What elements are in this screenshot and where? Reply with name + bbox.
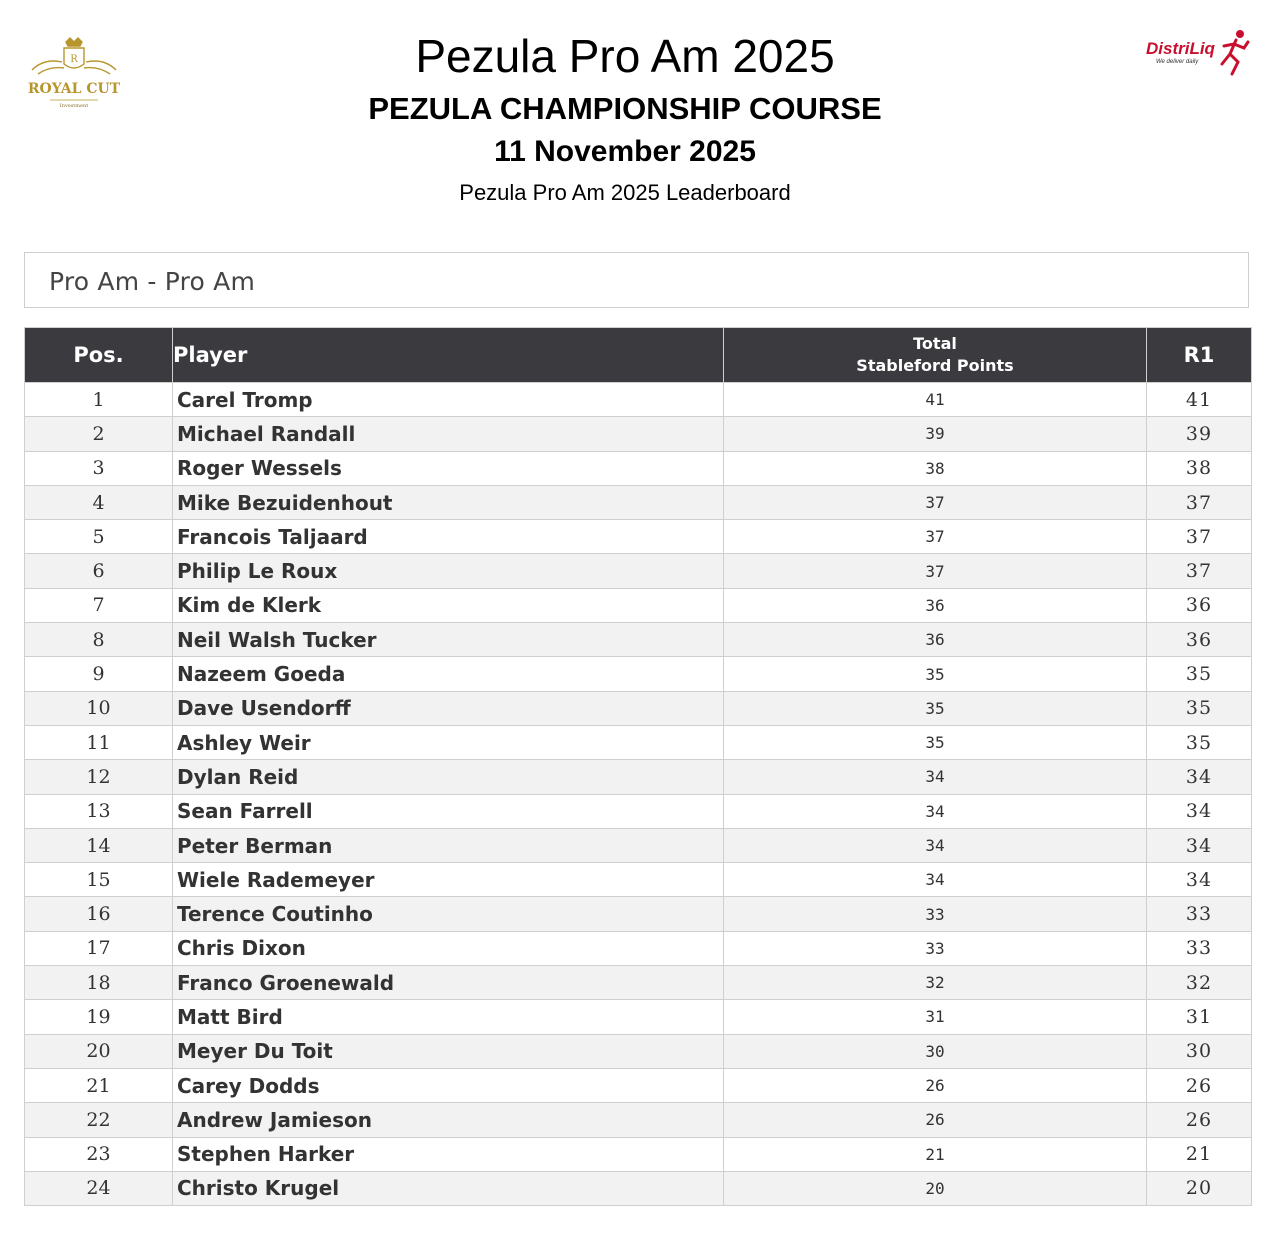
- table-row[interactable]: [25, 863, 1252, 897]
- cell-player[interactable]: Peter Berman: [173, 828, 724, 862]
- cell-player[interactable]: Philip Le Roux: [173, 554, 724, 588]
- cell-r1: 32: [1147, 966, 1252, 1000]
- header-total-line1: Total: [913, 334, 957, 353]
- cell-pos: 18: [25, 966, 173, 1000]
- svg-text:We deliver daily: We deliver daily: [1156, 59, 1199, 65]
- cell-total: 35: [724, 691, 1147, 725]
- cell-r1: 37: [1147, 485, 1252, 519]
- cell-pos: 7: [25, 588, 173, 622]
- table-row[interactable]: [25, 451, 1252, 485]
- table-row[interactable]: [25, 1103, 1252, 1137]
- table-row[interactable]: [25, 760, 1252, 794]
- division-heading: [24, 252, 1249, 308]
- cell-total: 21: [724, 1137, 1147, 1171]
- cell-r1: 34: [1147, 760, 1252, 794]
- cell-total: 35: [724, 725, 1147, 759]
- cell-pos: 23: [25, 1137, 173, 1171]
- svg-text:ROYAL CUT: ROYAL CUT: [27, 81, 121, 97]
- cell-r1: 41: [1147, 383, 1252, 417]
- cell-total: 20: [724, 1171, 1147, 1205]
- cell-pos: 14: [25, 828, 173, 862]
- cell-player[interactable]: Andrew Jamieson: [173, 1103, 724, 1137]
- cell-total: 26: [724, 1068, 1147, 1102]
- cell-player[interactable]: Franco Groenewald: [173, 966, 724, 1000]
- cell-r1: 33: [1147, 897, 1252, 931]
- table-row[interactable]: [25, 520, 1252, 554]
- leaderboard-name: Pezula Pro Am 2025 Leaderboard: [459, 180, 791, 205]
- cell-pos: 12: [25, 760, 173, 794]
- cell-r1: 34: [1147, 863, 1252, 897]
- table-row[interactable]: [25, 588, 1252, 622]
- cell-total: 34: [724, 794, 1147, 828]
- cell-player[interactable]: Michael Randall: [173, 417, 724, 451]
- cell-player[interactable]: Nazeem Goeda: [173, 657, 724, 691]
- cell-player[interactable]: Sean Farrell: [173, 794, 724, 828]
- table-row[interactable]: [25, 1171, 1252, 1205]
- cell-total: 35: [724, 657, 1147, 691]
- cell-r1: 20: [1147, 1171, 1252, 1205]
- table-row[interactable]: [25, 897, 1252, 931]
- cell-player[interactable]: Carel Tromp: [173, 383, 724, 417]
- cell-r1: 34: [1147, 794, 1252, 828]
- table-row[interactable]: [25, 383, 1252, 417]
- division-label: Pro Am - Pro Am: [49, 267, 256, 296]
- cell-total: 32: [724, 966, 1147, 1000]
- cell-pos: 6: [25, 554, 173, 588]
- event-date: 11 November 2025: [494, 135, 756, 168]
- cell-pos: 1: [25, 383, 173, 417]
- svg-text:Investment: Investment: [59, 103, 89, 109]
- cell-total: 33: [724, 931, 1147, 965]
- cell-pos: 21: [25, 1068, 173, 1102]
- cell-r1: 37: [1147, 520, 1252, 554]
- cell-total: 36: [724, 588, 1147, 622]
- cell-pos: 19: [25, 1000, 173, 1034]
- table-row[interactable]: [25, 1000, 1252, 1034]
- cell-total: 34: [724, 863, 1147, 897]
- cell-pos: 24: [25, 1171, 173, 1205]
- cell-total: 37: [724, 485, 1147, 519]
- cell-player[interactable]: Matt Bird: [173, 1000, 724, 1034]
- header-pos[interactable]: Pos.: [25, 328, 173, 383]
- cell-player[interactable]: Roger Wessels: [173, 451, 724, 485]
- cell-player[interactable]: Ashley Weir: [173, 725, 724, 759]
- cell-pos: 20: [25, 1034, 173, 1068]
- cell-total: 31: [724, 1000, 1147, 1034]
- cell-player[interactable]: Carey Dodds: [173, 1068, 724, 1102]
- cell-r1: 35: [1147, 657, 1252, 691]
- cell-pos: 8: [25, 623, 173, 657]
- cell-total: 34: [724, 828, 1147, 862]
- cell-pos: 16: [25, 897, 173, 931]
- cell-total: 38: [724, 451, 1147, 485]
- cell-player[interactable]: Chris Dixon: [173, 931, 724, 965]
- cell-r1: 36: [1147, 588, 1252, 622]
- page-title: Pezula Pro Am 2025: [415, 30, 835, 82]
- cell-total: 36: [724, 623, 1147, 657]
- cell-r1: 38: [1147, 451, 1252, 485]
- cell-r1: 37: [1147, 554, 1252, 588]
- cell-r1: 26: [1147, 1103, 1252, 1137]
- cell-total: 39: [724, 417, 1147, 451]
- cell-pos: 5: [25, 520, 173, 554]
- cell-total: 37: [724, 554, 1147, 588]
- cell-player[interactable]: Stephen Harker: [173, 1137, 724, 1171]
- cell-r1: 30: [1147, 1034, 1252, 1068]
- table-row[interactable]: [25, 794, 1252, 828]
- table-row[interactable]: [25, 417, 1252, 451]
- cell-player[interactable]: Dylan Reid: [173, 760, 724, 794]
- cell-player[interactable]: Dave Usendorff: [173, 691, 724, 725]
- table-body: [25, 383, 1252, 1206]
- cell-r1: 33: [1147, 931, 1252, 965]
- table-row[interactable]: [25, 725, 1252, 759]
- cell-player[interactable]: Mike Bezuidenhout: [173, 485, 724, 519]
- svg-text:DistriLiq: DistriLiq: [1146, 39, 1215, 58]
- table-row[interactable]: [25, 931, 1252, 965]
- cell-total: 26: [724, 1103, 1147, 1137]
- cell-pos: 22: [25, 1103, 173, 1137]
- table-row[interactable]: [25, 828, 1252, 862]
- cell-total: 30: [724, 1034, 1147, 1068]
- table-row[interactable]: [25, 1137, 1252, 1171]
- table-header-row: [25, 328, 1252, 383]
- cell-r1: 35: [1147, 725, 1252, 759]
- cell-r1: 34: [1147, 828, 1252, 862]
- cell-r1: 39: [1147, 417, 1252, 451]
- cell-pos: 11: [25, 725, 173, 759]
- header-total-line2: Stableford Points: [856, 356, 1014, 375]
- course-name: PEZULA CHAMPIONSHIP COURSE: [368, 91, 882, 126]
- cell-r1: 36: [1147, 623, 1252, 657]
- table-row[interactable]: [25, 966, 1252, 1000]
- cell-pos: 10: [25, 691, 173, 725]
- cell-pos: 17: [25, 931, 173, 965]
- cell-player[interactable]: Wiele Rademeyer: [173, 863, 724, 897]
- table-row[interactable]: [25, 1034, 1252, 1068]
- table-row[interactable]: [25, 1068, 1252, 1102]
- cell-player[interactable]: Francois Taljaard: [173, 520, 724, 554]
- cell-pos: 9: [25, 657, 173, 691]
- cell-pos: 4: [25, 485, 173, 519]
- header-r1[interactable]: R1: [1147, 328, 1252, 383]
- cell-r1: 35: [1147, 691, 1252, 725]
- cell-player[interactable]: Christo Krugel: [173, 1171, 724, 1205]
- leaderboard-table: [24, 327, 1252, 1206]
- cell-total: 34: [724, 760, 1147, 794]
- header-player[interactable]: Player: [173, 328, 724, 383]
- table-row[interactable]: [25, 691, 1252, 725]
- cell-r1: 31: [1147, 1000, 1252, 1034]
- cell-player[interactable]: Terence Coutinho: [173, 897, 724, 931]
- cell-total: 37: [724, 520, 1147, 554]
- cell-player[interactable]: Meyer Du Toit: [173, 1034, 724, 1068]
- table-row[interactable]: [25, 554, 1252, 588]
- table-row[interactable]: [25, 485, 1252, 519]
- cell-total: 41: [724, 383, 1147, 417]
- cell-player[interactable]: Neil Walsh Tucker: [173, 623, 724, 657]
- cell-player[interactable]: Kim de Klerk: [173, 588, 724, 622]
- table-row[interactable]: [25, 623, 1252, 657]
- cell-r1: 21: [1147, 1137, 1252, 1171]
- cell-pos: 3: [25, 451, 173, 485]
- svg-text:R: R: [70, 54, 78, 65]
- header-total[interactable]: [724, 328, 1147, 383]
- cell-total: 33: [724, 897, 1147, 931]
- table-row[interactable]: [25, 657, 1252, 691]
- cell-pos: 13: [25, 794, 173, 828]
- cell-r1: 26: [1147, 1068, 1252, 1102]
- cell-pos: 15: [25, 863, 173, 897]
- cell-pos: 2: [25, 417, 173, 451]
